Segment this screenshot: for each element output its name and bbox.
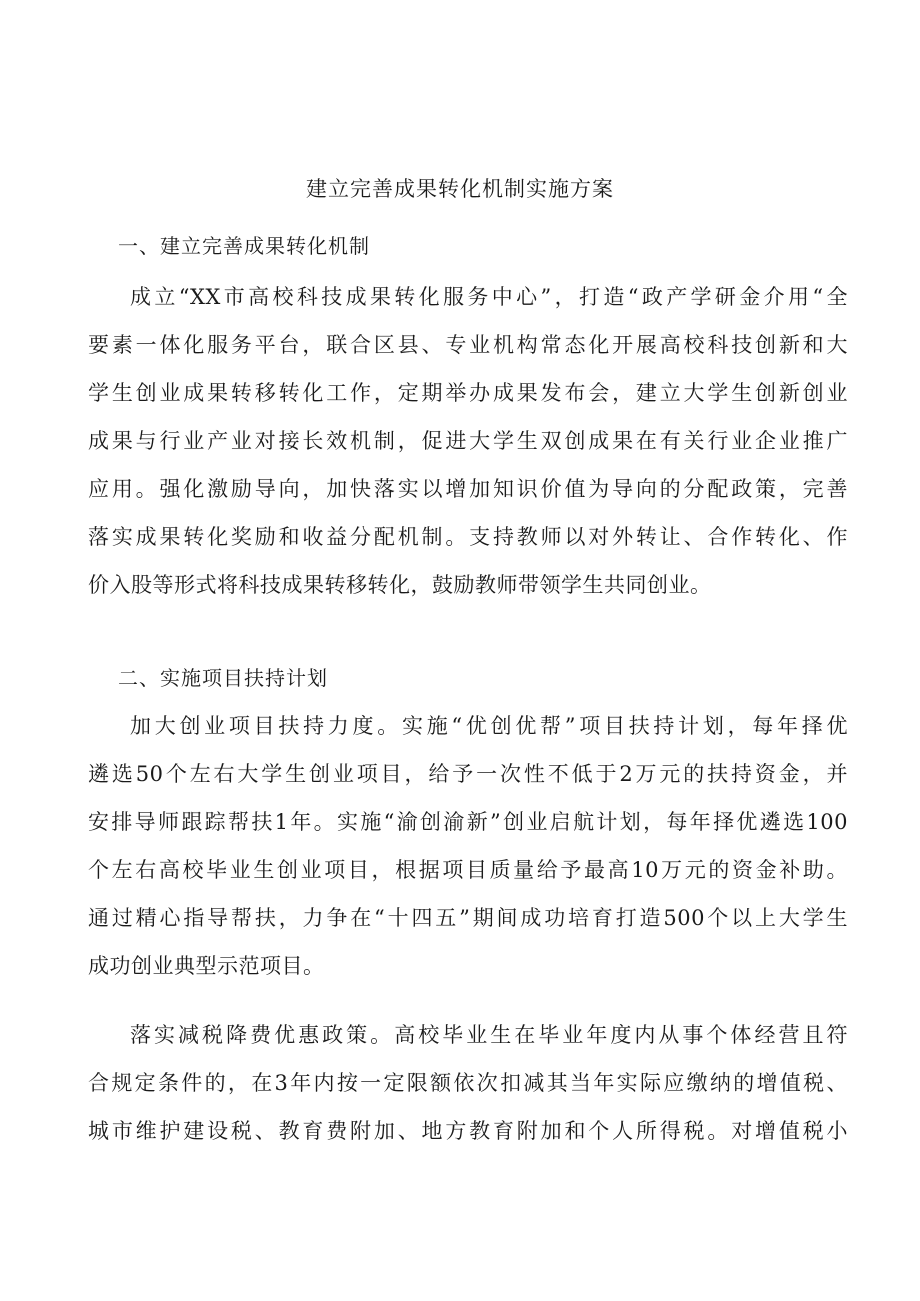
paragraph-2 xyxy=(88,702,848,990)
document-title: 建立完善成果转化机制实施方案 xyxy=(306,177,614,201)
paragraph-line: 应用。强化激励导向，加快落实以增加知识价值为导向的分配政策，完善 xyxy=(88,477,848,501)
paragraph-line: 安排导师跟踪帮扶1年。实施“渝创渝新”创业启航计划，每年择优遴选100 xyxy=(88,810,848,834)
paragraph-line: 遴选50个左右大学生创业项目，给予一次性不低于2万元的扶持资金，并 xyxy=(88,762,848,786)
paragraph-line: 落实减税降费优惠政策。高校毕业生在毕业年度内从事个体经营且符 xyxy=(130,1023,848,1047)
paragraph-line: 学生创业成果转移转化工作，定期举办成果发布会，建立大学生创新创业 xyxy=(88,381,848,405)
paragraph-line: 成立“XX市高校科技成果转化服务中心”，打造“政产学研金介用“全 xyxy=(130,285,848,309)
paragraph-line: 成功创业典型示范项目。 xyxy=(88,954,325,978)
paragraph-line: 落实成果转化奖励和收益分配机制。支持教师以对外转让、合作转化、作 xyxy=(88,525,848,549)
paragraph-3 xyxy=(88,1011,848,1155)
paragraph-line: 城市维护建设税、教育费附加、地方教育附加和个人所得税。对增值税小 xyxy=(88,1119,848,1143)
section-heading-2: 二、实施项目扶持计划 xyxy=(118,666,328,690)
paragraph-line: 通过精心指导帮扶，力争在“十四五”期间成功培育打造500个以上大学生 xyxy=(88,906,848,930)
paragraph-1 xyxy=(88,273,848,609)
paragraph-line: 个左右高校毕业生创业项目，根据项目质量给予最高10万元的资金补助。 xyxy=(88,858,848,882)
section-heading-1: 一、建立完善成果转化机制 xyxy=(118,234,370,258)
paragraph-line: 成果与行业产业对接长效机制，促进大学生双创成果在有关行业企业推广 xyxy=(88,429,848,453)
paragraph-line: 合规定条件的，在3年内按一定限额依次扣减其当年实际应缴纳的增值税、 xyxy=(88,1071,848,1095)
paragraph-line: 加大创业项目扶持力度。实施“优创优帮”项目扶持计划，每年择优 xyxy=(130,714,848,738)
paragraph-line: 要素一体化服务平台，联合区县、专业机构常态化开展高校科技创新和大 xyxy=(88,333,848,357)
paragraph-line: 价入股等形式将科技成果转移转化，鼓励教师带领学生共同创业。 xyxy=(88,573,712,597)
